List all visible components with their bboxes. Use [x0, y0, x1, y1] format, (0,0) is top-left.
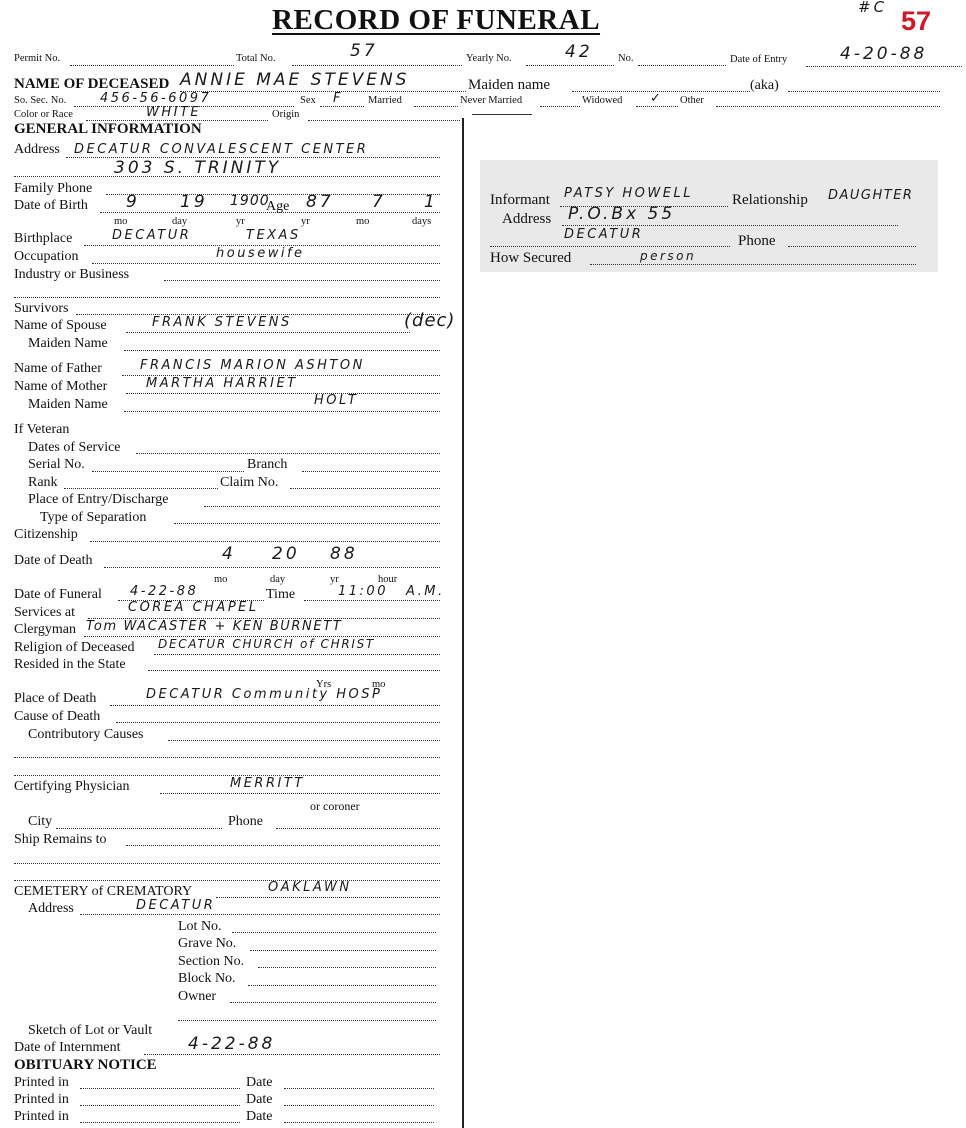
death-day: 20 [272, 544, 300, 564]
religion-label: Religion of Deceased [14, 640, 135, 655]
dob-label: Date of Birth [14, 198, 88, 213]
internment-label: Date of Internment [14, 1040, 121, 1055]
age-label: Age [266, 199, 290, 214]
father-label: Name of Father [14, 361, 102, 376]
cemetery-heading: CEMETERY of CREMATORY [14, 884, 193, 899]
mother-maiden-label: Maiden Name [28, 397, 108, 412]
address-line2: 303 S. TRINITY [114, 158, 282, 178]
widowed-check: ✓ [650, 91, 664, 106]
corner-mark: #C [858, 0, 888, 16]
printed-in-label-1: Printed in [14, 1075, 69, 1090]
date-label-2: Date [246, 1092, 273, 1107]
clergyman-value: Tom WACASTER + KEN BURNETT [86, 619, 343, 634]
ssn-value: 456-56-6097 [100, 91, 212, 106]
internment-value: 4-22-88 [188, 1034, 276, 1054]
unit-mo-resided: mo [372, 679, 386, 690]
record-number: 57 [901, 6, 932, 36]
father-value: FRANCIS MARION ASHTON [140, 358, 365, 373]
unit-mo-death: mo [214, 574, 228, 585]
age-months: 7 [372, 192, 386, 212]
name-label: NAME OF DECEASED [14, 76, 170, 92]
phone2-label: Phone [228, 814, 263, 829]
printed-in-label-2: Printed in [14, 1092, 69, 1107]
physician-value: MERRITT [230, 776, 305, 791]
printed-in-label-3: Printed in [14, 1109, 69, 1124]
informant-phone-label: Phone [738, 233, 776, 249]
mother-value: MARTHA HARRIET [146, 376, 298, 391]
grave-label: Grave No. [178, 936, 237, 951]
entry-discharge-label: Place of Entry/Discharge [28, 492, 169, 507]
address-label: Address [14, 142, 60, 157]
sketch-label: Sketch of Lot or Vault [28, 1023, 153, 1038]
date-label-1: Date [246, 1075, 273, 1090]
unit-mo-age: mo [356, 216, 370, 227]
separation-label: Type of Separation [40, 510, 147, 525]
entry-value: 4-20-88 [840, 44, 928, 64]
race-label: Color or Race [14, 109, 73, 120]
birthplace-city: DECATUR [112, 228, 192, 243]
mother-label: Name of Mother [14, 379, 108, 394]
widowed-label: Widowed [582, 95, 623, 106]
funeral-date-label: Date of Funeral [14, 587, 102, 602]
unit-hour: hour [378, 574, 398, 585]
total-value: 57 [350, 41, 378, 61]
married-label: Married [368, 95, 402, 106]
funeral-date-value: 4-22-88 [130, 584, 199, 599]
lot-label: Lot No. [178, 919, 222, 934]
cause-label: Cause of Death [14, 709, 101, 724]
death-date-label: Date of Death [14, 553, 93, 568]
birthplace-state: TEXAS [246, 228, 301, 243]
physician-label: Certifying Physician [14, 779, 130, 794]
page-title: RECORD OF FUNERAL [272, 4, 601, 36]
death-month: 4 [222, 544, 236, 564]
unit-mo: mo [114, 216, 128, 227]
occupation-value: housewife [216, 246, 305, 261]
obituary-heading: OBITUARY NOTICE [14, 1057, 157, 1073]
owner-label: Owner [178, 989, 217, 1004]
contributory-label: Contributory Causes [28, 727, 144, 742]
yearly-value: 42 [565, 42, 593, 62]
aka-label: (aka) [750, 78, 779, 93]
informant-label: Informant [490, 192, 550, 208]
block-label: Block No. [178, 971, 236, 986]
other-label: Other [680, 95, 704, 106]
origin-label: Origin [272, 109, 300, 120]
spouse-maiden-label: Maiden Name [28, 336, 108, 351]
branch-label: Branch [247, 457, 288, 472]
ssn-label: So. Sec. No. [14, 95, 67, 106]
sex-value: F [333, 91, 343, 106]
mother-maiden-value: HOLT [314, 393, 359, 408]
death-year: 88 [330, 544, 358, 564]
cemetery-address-label: Address [28, 901, 74, 916]
column-divider [462, 118, 464, 1128]
unit-day: day [172, 216, 188, 227]
unit-days: days [412, 216, 432, 227]
cemetery-address-value: DECATUR [136, 898, 216, 913]
time-value: 11:00 [338, 584, 388, 599]
claim-label: Claim No. [220, 475, 279, 490]
age-days: 1 [424, 192, 438, 212]
dob-year: 1900 [230, 193, 270, 209]
family-phone-label: Family Phone [14, 181, 93, 196]
relationship-label: Relationship [732, 192, 808, 208]
spouse-note: (dec) [404, 310, 456, 331]
birthplace-label: Birthplace [14, 231, 73, 246]
informant-address-line2: DECATUR [564, 227, 644, 242]
serial-label: Serial No. [28, 457, 85, 472]
section-label: Section No. [178, 954, 245, 969]
unit-yrs: Yrs [316, 679, 332, 690]
unit-yr: yr [236, 216, 245, 227]
informant-value: PATSY HOWELL [564, 186, 693, 201]
industry-label: Industry or Business [14, 267, 130, 282]
yearly-label: Yearly No. [466, 53, 512, 64]
secured-value: person [640, 249, 697, 263]
city-label: City [28, 814, 53, 829]
dob-day: 19 [180, 192, 208, 212]
no-label: No. [618, 53, 634, 64]
sex-label: Sex [300, 95, 316, 106]
total-label: Total No. [236, 53, 276, 64]
cemetery-value: OAKLAWN [268, 880, 352, 895]
age-years: 87 [306, 192, 334, 212]
occupation-label: Occupation [14, 249, 79, 264]
informant-address-line1: P.O.Bx 55 [568, 204, 676, 224]
informant-box [480, 160, 938, 272]
race-value: WHITE [146, 105, 202, 120]
rank-label: Rank [28, 475, 58, 490]
clergyman-label: Clergyman [14, 622, 76, 637]
time-ampm: A.M. [406, 584, 445, 599]
entry-label: Date of Entry [730, 54, 788, 65]
address-line1: DECATUR CONVALESCENT CENTER [74, 142, 369, 157]
permit-label: Permit No. [14, 53, 61, 64]
resided-label: Resided in the State [14, 657, 126, 672]
secured-label: How Secured [490, 250, 572, 266]
death-place-label: Place of Death [14, 691, 97, 706]
name-value: ANNIE MAE STEVENS [180, 70, 410, 90]
ship-label: Ship Remains to [14, 832, 107, 847]
unit-yr-age: yr [301, 216, 310, 227]
unit-day-death: day [270, 574, 286, 585]
religion-value: DECATUR CHURCH of CHRIST [158, 637, 375, 651]
informant-address-label: Address [502, 211, 552, 227]
general-info-heading: GENERAL INFORMATION [14, 121, 202, 137]
date-label-3: Date [246, 1109, 273, 1124]
unit-yr-death: yr [330, 574, 339, 585]
service-dates-label: Dates of Service [28, 440, 121, 455]
death-place-value: DECATUR Community HOSP [146, 687, 383, 702]
services-value: COREA CHAPEL [128, 600, 259, 615]
never-married-label: Never Married [460, 95, 523, 106]
spouse-label: Name of Spouse [14, 318, 107, 333]
dob-month: 9 [126, 192, 140, 212]
spouse-value: FRANK STEVENS [152, 315, 292, 330]
veteran-label: If Veteran [14, 422, 70, 437]
citizenship-label: Citizenship [14, 527, 78, 542]
coroner-label: or coroner [310, 799, 360, 813]
services-label: Services at [14, 605, 76, 620]
survivors-label: Survivors [14, 301, 69, 316]
relationship-value: DAUGHTER [828, 188, 914, 203]
time-label: Time [266, 587, 296, 602]
maiden-name-label: Maiden name [468, 77, 551, 93]
